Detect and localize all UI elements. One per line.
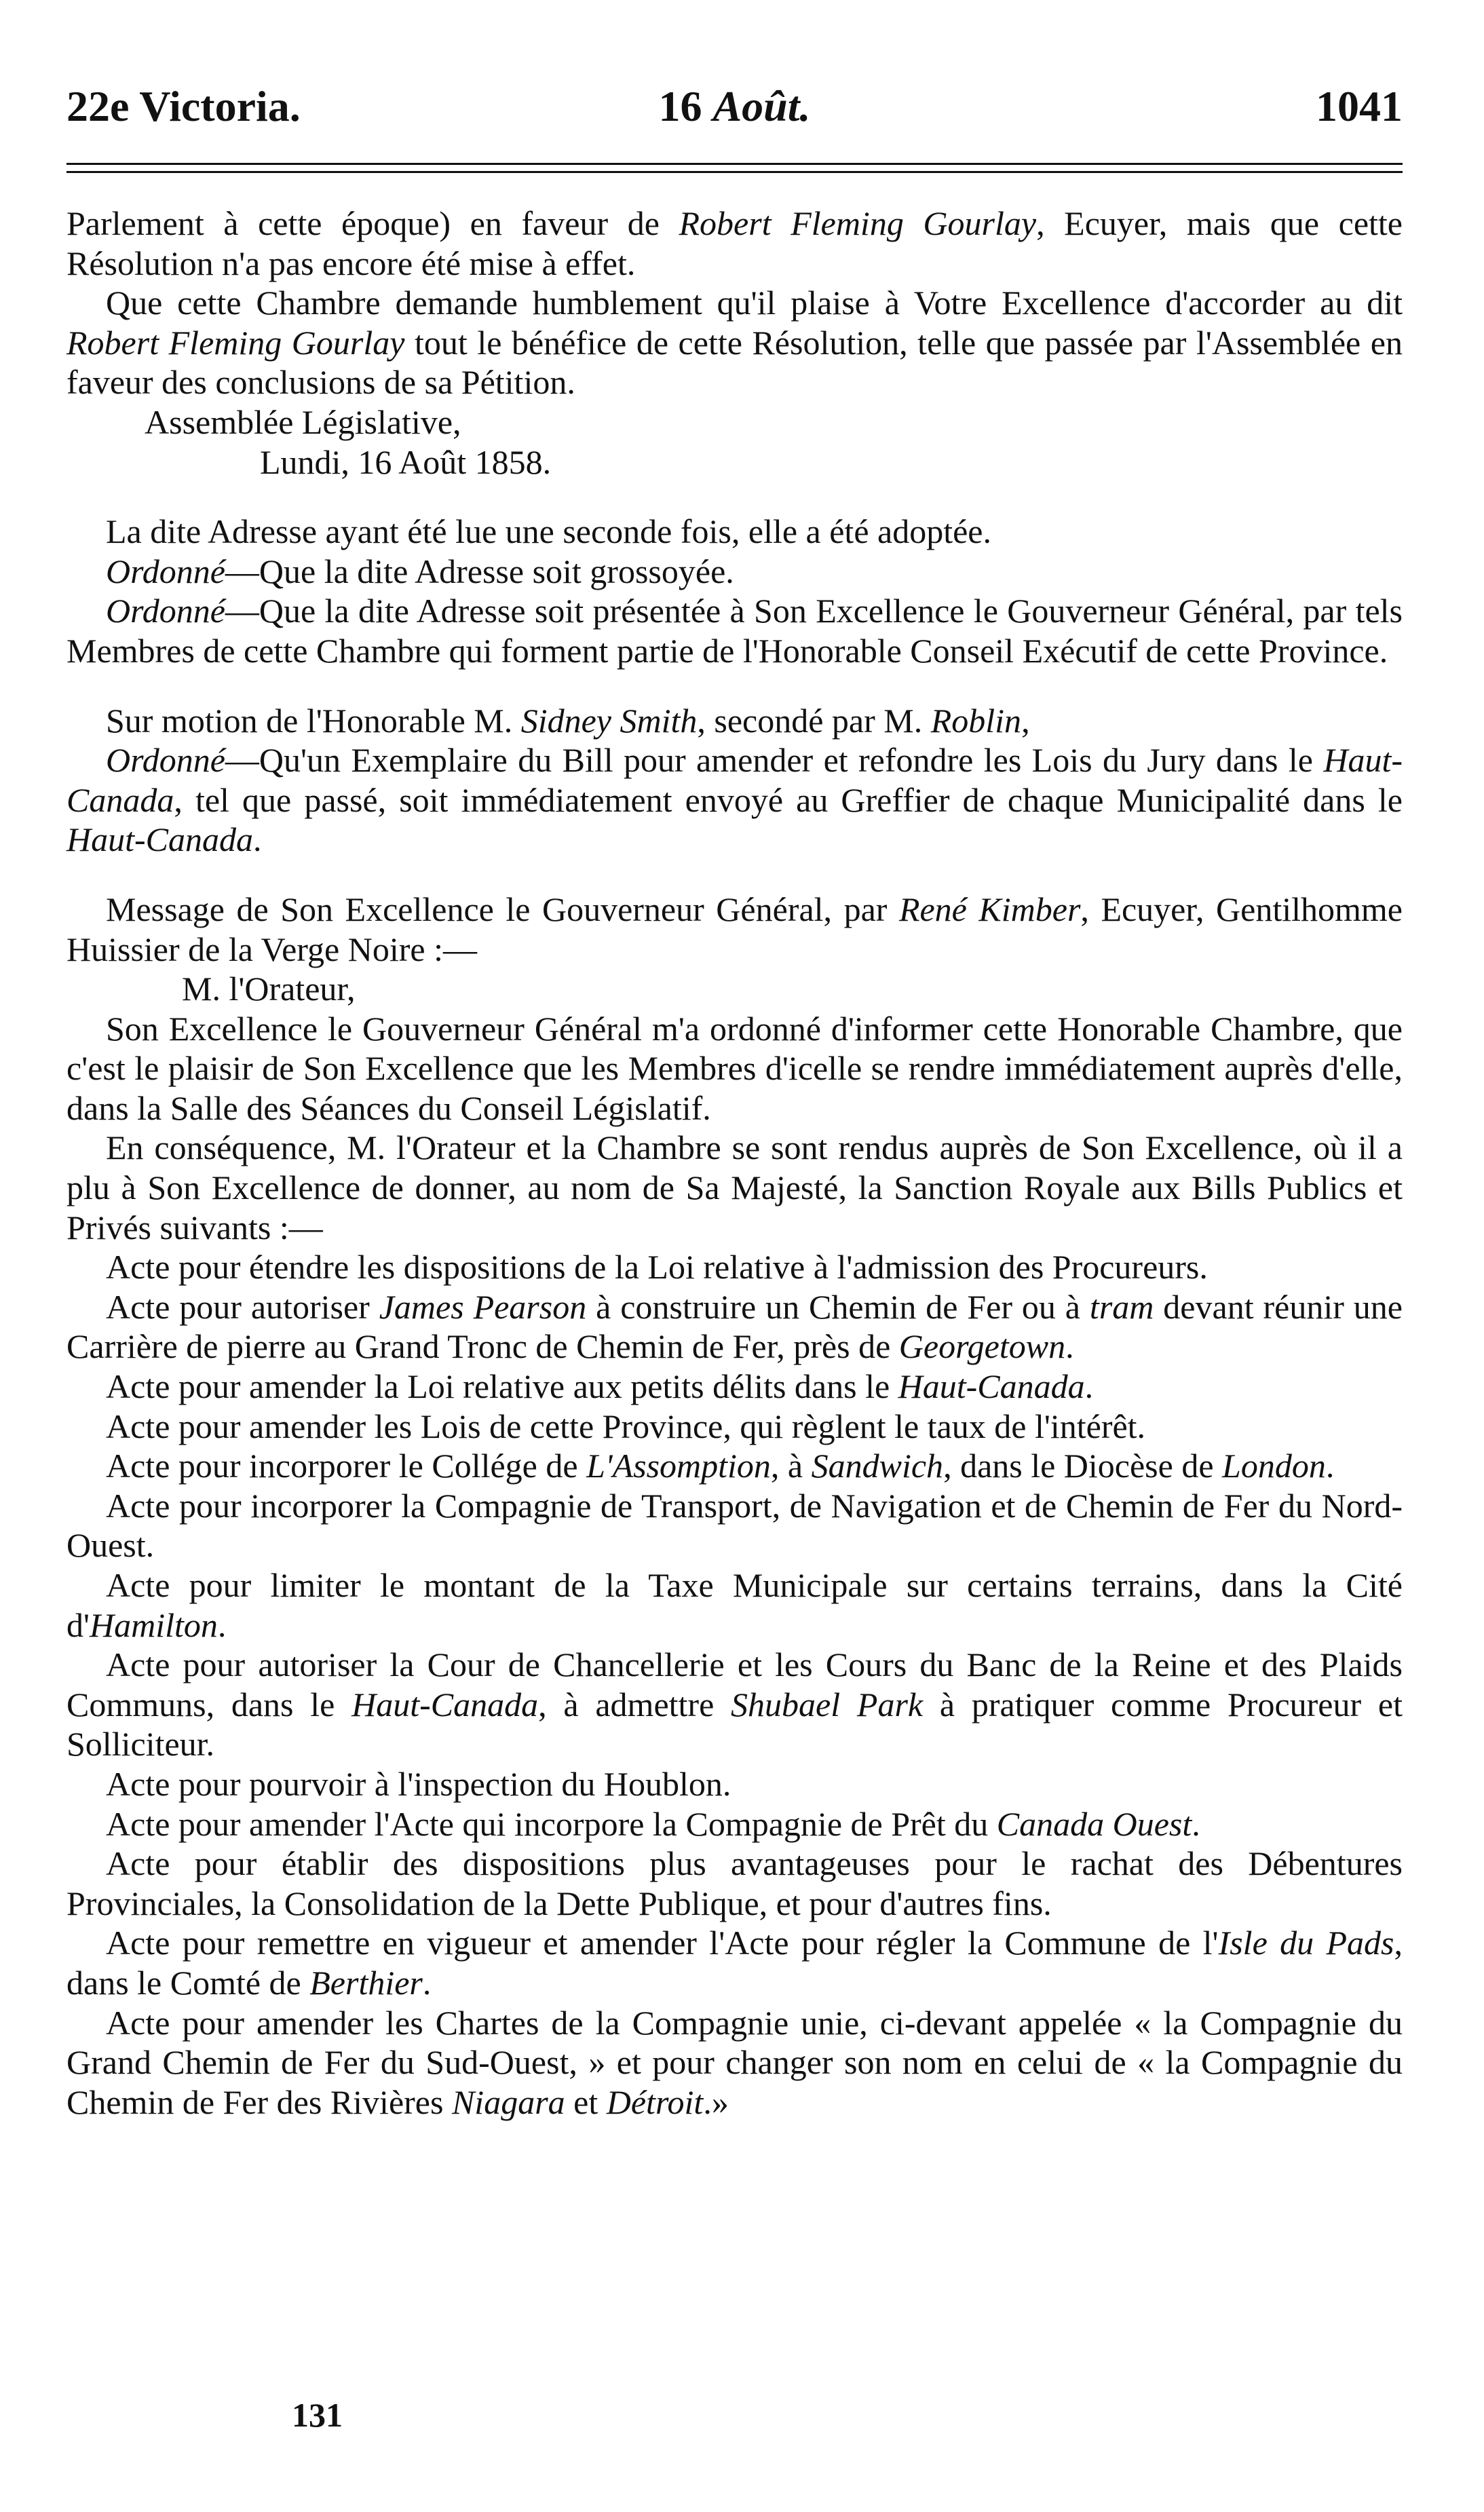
text-run: —Que la dite Adresse soit grossoyée.: [225, 552, 734, 590]
act-compagnie-pret: [66, 1804, 1403, 1844]
text-run: Acte pour amender les Chartes de la Compagnie unie, ci-devant appelée « la Compagnie du Grand Chemin de Fer du Sud-Ouest, » et pour changer son nom en celui de « la Compagnie du Chemin de Fer des Rivières: [66, 2003, 1403, 2121]
spacer: [66, 671, 1403, 701]
text-run: , à admettre: [538, 1685, 731, 1724]
text-run: , tel que passé, soit immédiatement envoyé au Greffier de chaque Municipalité dans le: [174, 780, 1403, 819]
person-name: James Pearson: [379, 1287, 587, 1326]
text-run: , dans le Diocèse de: [943, 1447, 1223, 1485]
paragraph-ordonne-jury-bill: [66, 740, 1403, 860]
paragraph-parlement: [66, 204, 1403, 283]
paragraph-gouverneur-message: Son Excellence le Gouverneur Général m'a ordonné d'informer cette Honorable Chambre, que c'est le plaisir de Son Excellence que les Membres d'icelle se rendre immédiatement auprès d'elle, dans la Salle des Séances du Conseil Législatif.: [66, 1009, 1403, 1127]
place-name: Sandwich: [811, 1447, 944, 1485]
act-isle-du-pads: [66, 1923, 1403, 2002]
text-run: à construire un Chemin de Fer ou à: [586, 1287, 1090, 1326]
text-run: Acte pour limiter le montant de la Taxe Municipale sur certains terrains, dans la Cité d': [66, 1566, 1403, 1644]
text-run: .: [1192, 1804, 1200, 1843]
place-name: Berthier: [309, 1963, 423, 2002]
act-petits-delits: [66, 1367, 1403, 1407]
text-run: tout le bénéfice de cette Résolution, telle que passée par l'Assemblée en faveur des conclusions de sa Pétition.: [66, 323, 1403, 402]
paragraph-adresse-adoptee: La dite Adresse ayant été lue une seconde fois, elle a été adoptée.: [106, 512, 991, 551]
text-run: —Que la dite Adresse soit présentée à Son Excellence le Gouverneur Général, par tels Membres de cette Chambre qui forment partie de l'Honorable Conseil Exécutif de cette Province.: [66, 592, 1403, 670]
paragraph-demande: [66, 283, 1403, 402]
text-run: .: [1084, 1367, 1094, 1406]
spacer: [66, 482, 1403, 512]
text-run: Acte pour incorporer le Collége de: [106, 1447, 587, 1485]
header-regnal-year: 22e Victoria.: [66, 82, 301, 130]
place-name: Isle du Pads: [1218, 1924, 1394, 1962]
person-name: Robert Fleming Gourlay: [679, 204, 1037, 242]
text-run: Acte pour remettre en vigueur et amender l'Acte pour régler la Commune de l': [106, 1924, 1219, 1962]
text-run: Acte pour amender l'Acte qui incorpore la Compagnie de Prêt du: [106, 1804, 997, 1843]
place-name: Détroit: [606, 2082, 704, 2121]
person-name: René Kimber: [898, 890, 1081, 928]
place-name: London: [1222, 1447, 1326, 1485]
text-run: , à: [770, 1447, 812, 1485]
signature-date: Lundi, 16 Août 1858.: [260, 442, 552, 481]
text-run: Parlement à cette époque) en faveur de: [66, 204, 679, 242]
text-run: .: [422, 1963, 432, 2002]
ordonne-label: Ordonné: [106, 741, 225, 780]
place-name: Haut-Canada: [66, 741, 1403, 819]
paragraph-message: [66, 890, 1403, 969]
act-nord-ouest: Acte pour incorporer la Compagnie de Transport, de Navigation et de Chemin de Fer du Nord-Ouest.: [66, 1486, 1403, 1565]
text-run: à pratiquer comme Procureur et Solliciteur.: [66, 1685, 1403, 1764]
text-run: , dans le Comté de: [66, 1924, 1403, 2002]
place-name: L'Assomption: [586, 1447, 771, 1485]
text-run: Acte pour amender la Loi relative aux petits délits dans le: [106, 1367, 898, 1406]
place-name: Hamilton: [90, 1605, 218, 1644]
paragraph-ordonne-grossoyee: [66, 552, 1403, 592]
text-run: et: [565, 2082, 607, 2121]
text-run: devant réunir une Carrière de pierre au Grand Tronc de Chemin de Fer, près de: [66, 1287, 1403, 1366]
text-run: , Ecuyer, Gentilhomme Huissier de la Verge Noire :—: [66, 890, 1403, 968]
header-date: [66, 76, 1403, 137]
signature-assembly: Assemblée Législative,: [145, 402, 461, 441]
act-shubael-park: [66, 1645, 1403, 1764]
header-day: 16: [658, 82, 702, 130]
person-name: Shubael Park: [731, 1685, 924, 1724]
text-run: .: [217, 1605, 227, 1644]
act-debentures: Acte pour établir des dispositions plus avantageuses pour le rachat des Débentures Provinciales, la Consolidation de la Dette Publique, et pour d'autres fins.: [66, 1844, 1403, 1922]
paragraph-ordonne-presentee: [66, 591, 1403, 670]
person-name: Roblin: [930, 701, 1022, 740]
place-name: Niagara: [451, 2082, 565, 2121]
spacer: [66, 860, 1403, 890]
act-college-assomption: [66, 1446, 1403, 1486]
header-double-rule: [66, 163, 1403, 173]
ordonne-label: Ordonné: [106, 592, 225, 630]
page-body: [66, 204, 1403, 2122]
place-name: Canada Ouest: [996, 1804, 1192, 1843]
place-name: Georgetown: [898, 1327, 1066, 1366]
text-run: , Ecuyer, mais que cette Résolution n'a pas encore été mise à effet.: [66, 204, 1403, 282]
act-taxe-municipale: [66, 1565, 1403, 1645]
running-header: [66, 76, 1403, 137]
text-run: Acte pour autoriser: [106, 1287, 379, 1326]
header-month: Août.: [712, 82, 811, 130]
italic-term: tram: [1089, 1287, 1154, 1326]
place-name: Haut-Canada: [898, 1367, 1085, 1406]
text-run: .»: [703, 2082, 729, 2121]
place-name: Haut-Canada: [66, 820, 253, 859]
text-run: Acte pour autoriser la Cour de Chancellerie et les Cours du Banc de la Reine et des Plaids Communs, dans le: [66, 1645, 1403, 1724]
act-interet: Acte pour amender les Lois de cette Province, qui règlent le taux de l'intérêt.: [106, 1407, 1146, 1445]
text-run: Message de Son Excellence le Gouverneur Général, par: [106, 890, 899, 928]
text-run: Sur motion de l'Honorable M.: [106, 701, 521, 740]
text-run: .: [1325, 1447, 1335, 1485]
text-run: ,: [1021, 701, 1030, 740]
act-procureurs: Acte pour étendre les dispositions de la Loi relative à l'admission des Procureurs.: [106, 1248, 1208, 1287]
paragraph-motion: [66, 701, 1403, 741]
text-run: .: [253, 820, 262, 859]
ordonne-label: Ordonné: [106, 552, 225, 590]
place-name: Haut-Canada: [351, 1685, 539, 1724]
text-run: , secondé par M.: [697, 701, 931, 740]
text-run: .: [1065, 1327, 1074, 1366]
person-name: Sidney Smith: [520, 701, 698, 740]
signature-folio: 131: [292, 2396, 343, 2434]
text-run: —Qu'un Exemplaire du Bill pour amender et refondre les Lois du Jury dans le: [225, 741, 1324, 780]
act-sud-ouest-railway: [66, 2003, 1403, 2123]
act-houblon: Acte pour pourvoir à l'inspection du Houblon.: [106, 1764, 731, 1803]
header-page-number: 1041: [1316, 82, 1403, 130]
act-pearson-railway: [66, 1287, 1403, 1367]
paragraph-consequence: En conséquence, M. l'Orateur et la Chambre se sont rendus auprès de Son Excellence, où il a plu à Son Excellence de donner, au nom de Sa Majesté, la Sanction Royale aux Bills Publics et Privés suivants :—: [66, 1128, 1403, 1247]
person-name: Robert Fleming Gourlay: [66, 323, 405, 362]
text-run: Que cette Chambre demande humblement qu'il plaise à Votre Excellence d'accorder au dit: [106, 284, 1403, 322]
salutation: M. l'Orateur,: [182, 970, 356, 1008]
